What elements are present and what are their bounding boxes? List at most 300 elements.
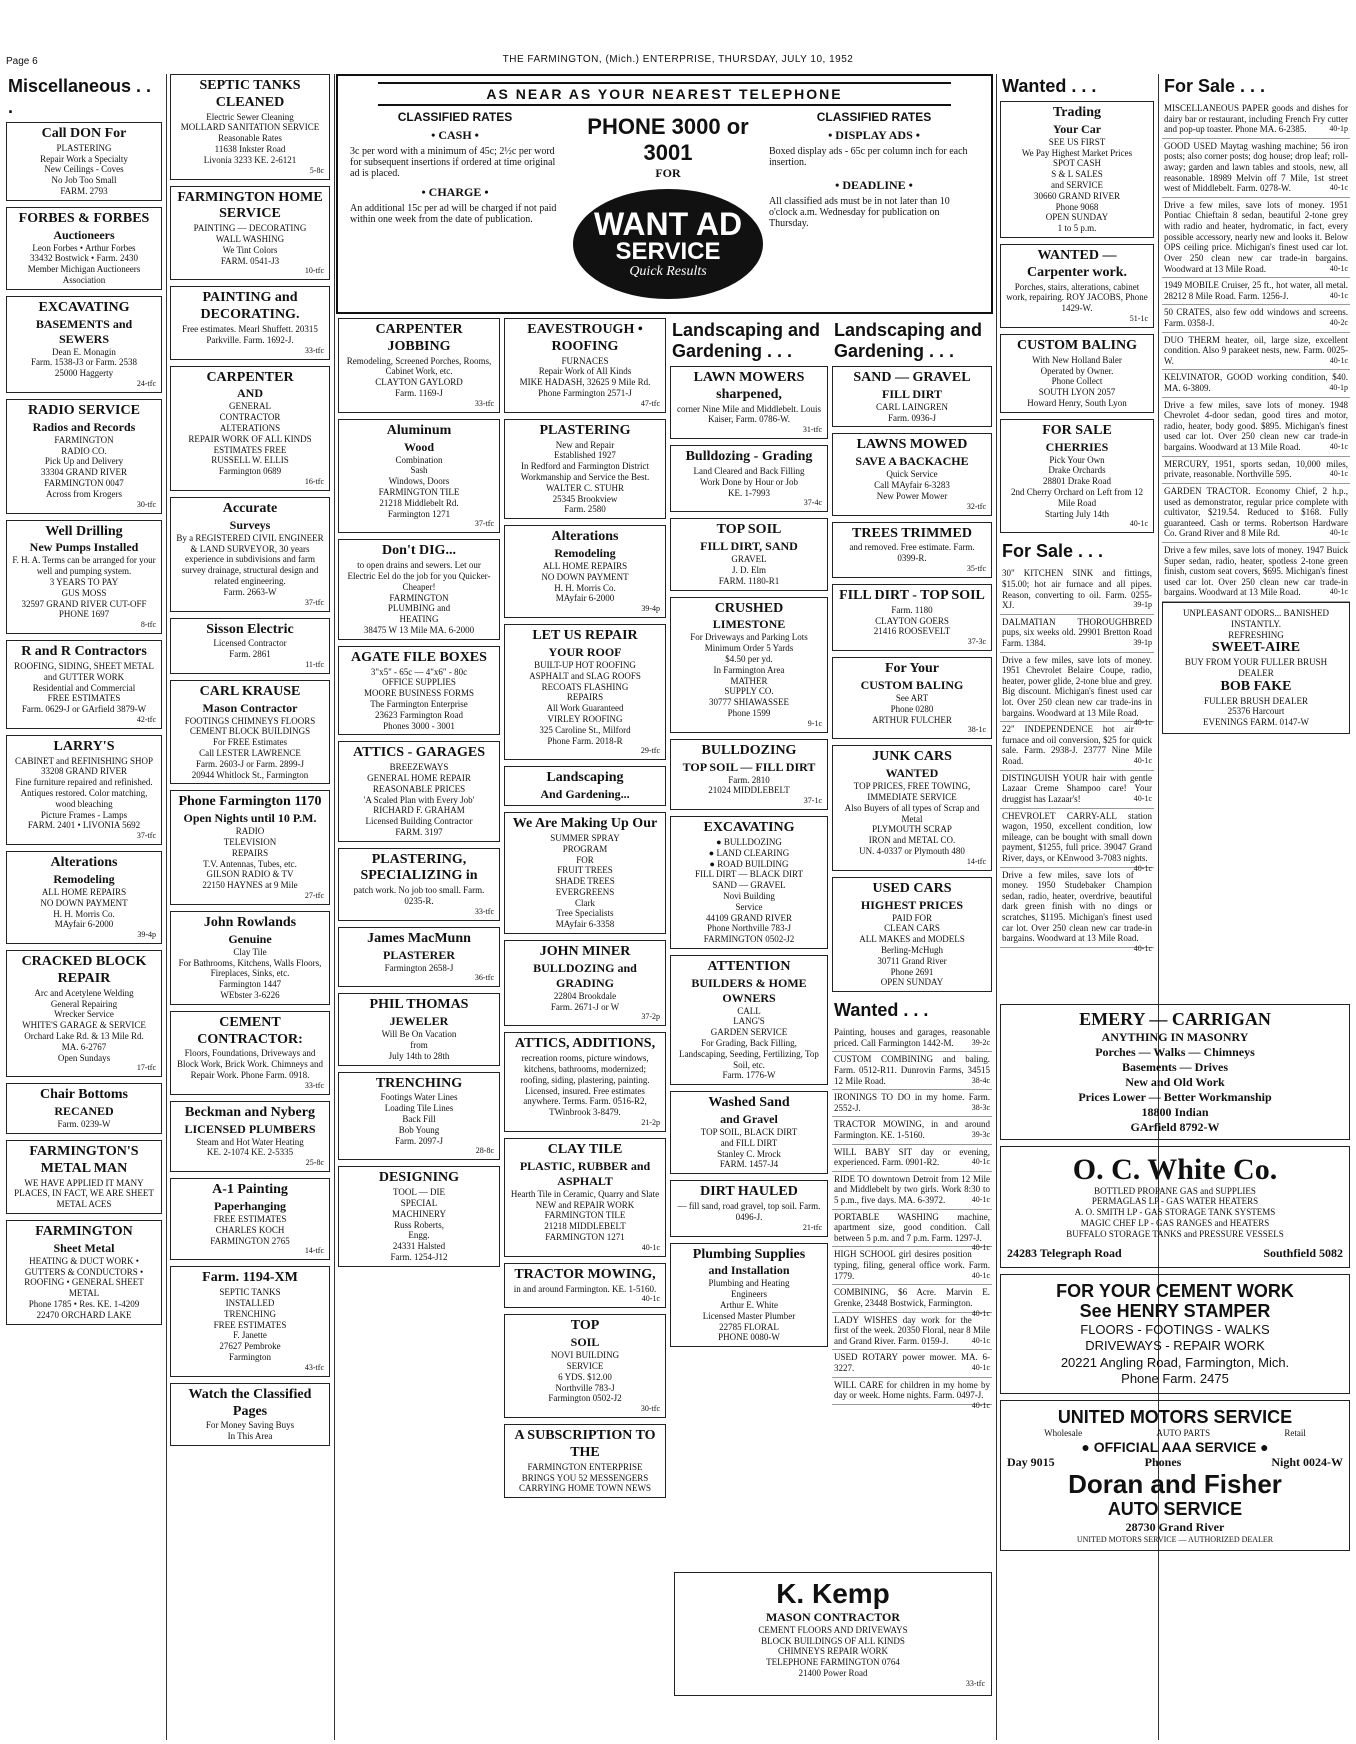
classified-code: 40-1c [1329, 528, 1348, 538]
classified-ad [1162, 370, 1350, 397]
ad-line: Farm. 1169-J [395, 387, 443, 398]
ad-line: MAyfair 6-3358 [555, 919, 615, 930]
ad-code: 37-1c [803, 796, 822, 806]
ad-line: RICHARD F. GRAHAM [373, 805, 465, 816]
display-ad [504, 1424, 666, 1498]
display-ad [670, 1091, 828, 1174]
fuller-product: SWEET-AIRE [1211, 640, 1301, 656]
ad-line: PLUMBING and [387, 603, 451, 614]
ad-code: 37-3c [967, 637, 986, 647]
ad-line: 23623 Farmington Road [375, 709, 463, 720]
oc-white-ad [1000, 1146, 1350, 1268]
ad-line: For FREE Estimates [213, 737, 287, 748]
classified-rates-left [350, 110, 560, 225]
ad-line: 21218 Middlebelt Rd. [379, 497, 459, 508]
ad-line: NOVI BUILDING [550, 1350, 620, 1361]
ad-line: ESTIMATES FREE [213, 444, 287, 455]
ad-line: Combination [395, 454, 443, 465]
ad-line: Farmington 0502-J2 [548, 1393, 622, 1404]
ad-line: Farmington 2658-J [384, 962, 454, 973]
ad-subtitle: LICENSED PLUMBERS [184, 1121, 316, 1136]
ad-line: MAyfair 6-2000 [555, 593, 615, 604]
classified-ad [832, 1247, 992, 1285]
ad-subtitle: SAVE A BACKACHE [855, 454, 969, 469]
display-ad [504, 812, 666, 934]
ad-line: REASONABLE PRICES [372, 783, 466, 794]
classified-code: 40-1p [1329, 124, 1348, 134]
display-ad [832, 657, 992, 739]
ad-line: Phone 1785 • Res. KE. 1-4209 [28, 1298, 140, 1309]
classified-ad [1162, 543, 1350, 602]
display-ad [338, 1166, 500, 1266]
ad-line: Leon Forbes • Arthur Forbes [32, 242, 136, 253]
ad-line: 21024 MIDDLEBELT [708, 785, 790, 796]
ad-code: 30-tfc [136, 499, 156, 509]
display-ad [670, 518, 828, 590]
ad-title: BULLDOZING [701, 742, 797, 758]
display-ad [170, 680, 330, 785]
ad-line: RECOATS FLASHING [541, 681, 629, 692]
ad-line: Farm. 0936-J [888, 412, 936, 423]
ad-line: FURNACES [561, 355, 609, 366]
ad-line: SERVICE [566, 1361, 604, 1372]
display-ad [670, 955, 828, 1085]
display-ad [338, 927, 500, 988]
ad-line: HEATING & DUCT WORK • GUTTERS & CONDUCTORS • ROOFING • GENERAL SHEET METAL [24, 1255, 144, 1299]
ad-line: recreation rooms, picture windows, kitchens, bathrooms, modernized; roofing, siding, plastering, painting. Licensed, insured. Free estimates anywhere. Terms. Farm. 0516-R2, TWinbrook 3-8479. [520, 1053, 650, 1118]
ad-line: Pick Your Own [1049, 454, 1105, 465]
display-ad [832, 433, 992, 515]
display-ad [1000, 419, 1154, 534]
ad-line: LANG'S [733, 1016, 765, 1027]
ad-code: 14-tfc [966, 856, 986, 866]
ad-line: GILSON RADIO & TV [206, 869, 294, 880]
section-heading: For Sale . . . [1164, 76, 1266, 96]
ad-line: FARM. 1457-J4 [719, 1159, 779, 1170]
classified-text: DUO THERM heater, oil, large size, excellent condition. Also 9 parakeet nests, new. Farm. 0025-W. [1164, 334, 1348, 366]
ad-line: Fine furniture repaired and refinished. Antiques restored. Color matching, wood bleaching [15, 777, 153, 809]
ad-line: RADIO CO. [61, 445, 107, 456]
ad-line: Licensed Master Plumber [702, 1310, 796, 1321]
ad-line: CLAYTON GAYLORD [375, 377, 463, 388]
ad-line: Repair Work of All Kinds [538, 366, 632, 377]
ad-line: SAND — GRAVEL [712, 880, 786, 891]
ad-line: 28801 Drake Road [1043, 476, 1111, 487]
classified-ad [1000, 809, 1154, 873]
ad-line: FREE ESTIMATES [213, 1214, 287, 1224]
ad-line: Minimum Order 5 Yards [704, 643, 794, 654]
ad-line: MATHER [730, 675, 768, 686]
ad-title: FARMINGTON [35, 1224, 133, 1239]
ad-line: Arc and Acetylene Welding [34, 987, 134, 998]
ad-line: Phone Farm. 2475 [1121, 1370, 1229, 1386]
united-parts: AUTO PARTS [1156, 1427, 1211, 1438]
classified-ad [1000, 566, 1154, 614]
ad-title: John Rowlands [203, 915, 297, 931]
ad-line: PERMAGLAS LP - GAS WATER HEATERS [1091, 1196, 1259, 1207]
ad-subtitle: and Gravel [720, 1112, 778, 1127]
ad-line: and removed. Free estimate. Farm. 0399-R. [849, 542, 975, 564]
ad-line: 30660 GRAND RIVER [1033, 190, 1120, 201]
ad-line: Basements — Drives [1122, 1059, 1228, 1074]
ad-subtitle: YOUR ROOF [548, 644, 622, 659]
display-ad [670, 739, 828, 810]
classified-ad [832, 1025, 992, 1052]
united-phones [1007, 1455, 1343, 1470]
ad-line: CEMENT BLOCK BUILDINGS [189, 726, 311, 737]
classified-text: LADY WISHES day work for the first of the week. 20350 Floral, near 8 Mile and Grand River. Farm. 0159-J. [834, 1314, 990, 1346]
ad-code: 24-tfc [136, 378, 156, 388]
ad-line: VIRLEY ROOFING [547, 713, 623, 724]
ad-line: 325 Caroline St., Milford [539, 724, 631, 735]
deadline-text: All classified ads must be in not later than 10 o'clock a.m. Wednesday for publication on Thursday. [769, 196, 950, 229]
column-landscaping-2 [832, 318, 992, 1742]
ad-code: 28-8c [475, 1146, 494, 1156]
classified-code: 40-1c [971, 1157, 990, 1167]
ad-line: Loading Tile Lines [384, 1103, 454, 1114]
display-ad [6, 950, 162, 1077]
ad-line: — fill sand, road gravel, top soil. Farm. 0496-J. [677, 1201, 821, 1222]
ad-title: ATTICS - GARAGES [353, 745, 485, 761]
classified-ad [1000, 868, 1154, 953]
ad-code: 30-tfc [640, 1404, 660, 1414]
ad-line: Hearth Tile in Ceramic, Quarry and Slate [510, 1188, 660, 1199]
ad-line: PLYMOUTH SCRAP [872, 824, 952, 835]
ad-title: EAVESTROUGH • ROOFING [527, 322, 643, 354]
ad-line: FARM. 1180-R1 [718, 575, 780, 586]
ad-line: With New Holland Baler [1032, 354, 1122, 365]
classified-ad [832, 1313, 992, 1351]
ad-line: ARTHUR FULCHER [872, 714, 952, 725]
classified-code: 40-1c [1133, 793, 1152, 803]
display-ad [670, 445, 828, 512]
ad-line: 38475 W 13 Mile MA. 6-2000 [363, 624, 475, 635]
classified-code: 40-1c [1133, 718, 1152, 728]
ad-code: 40-1c [641, 1294, 660, 1304]
ad-line: 33208 GRAND RIVER [40, 766, 127, 777]
column-rule [334, 74, 335, 1740]
ad-line: Licensed Contractor [213, 638, 287, 649]
ad-title: PHIL THOMAS [369, 997, 469, 1013]
classified-text: Drive a few miles, save lots of money. 1951 Pontiac Chieftain 8 sedan, beautiful 2-tone grey with radio and heater, hydromatic, in fact, every possible accessory, nearly new and looks it. Below OPS ceiling price. Michigan's finest used car lot. Over 250 clean new car trade-in bargains. Woodward at 13 Mile Road. [1164, 199, 1348, 274]
display-ad [1000, 244, 1154, 328]
ad-line: MA. 6-2767 [61, 1041, 107, 1052]
classified-text: MISCELLANEOUS PAPER goods and dishes for dairy bar or restaurant, including French Fry cutter and pop-up toaster. Phone MA. 6-2385. [1164, 103, 1348, 135]
ad-line: GArfield 8792-W [1130, 1119, 1220, 1134]
ad-title: A-1 Painting [212, 1182, 288, 1198]
ad-line: Farmington 0689 [218, 466, 282, 477]
ad-line: H. H. Morris Co. [554, 582, 616, 593]
classified-ad [1162, 198, 1350, 278]
henry-stamper-ad [1000, 1274, 1350, 1394]
display-ad [504, 318, 666, 413]
ad-line: Farm. 2097-J [395, 1135, 443, 1146]
ad-line: 21218 MIDDLEBELT [544, 1221, 626, 1232]
column-miscellaneous [6, 74, 162, 1742]
ad-line: FARM. 0541-J3 [220, 255, 280, 266]
classified-code: 40-1c [1329, 469, 1348, 479]
display-ad [6, 735, 162, 845]
classified-code: 40-1c [1329, 587, 1348, 597]
ad-line: and SERVICE [1050, 179, 1104, 190]
ad-title: Alterations [50, 855, 118, 871]
ad-title: LAWN MOWERS sharpened, [693, 370, 805, 402]
ad-line: Steam and Hot Water Heating [196, 1136, 304, 1147]
ad-subtitle: Remodeling [53, 872, 115, 887]
ad-title: USED CARS [872, 880, 952, 896]
ad-line: GENERAL [229, 401, 271, 412]
ad-line: ● LAND CLEARING [708, 847, 790, 858]
display-ad [338, 419, 500, 534]
ad-line: Engineers [731, 1289, 767, 1300]
ad-subtitle: SOIL [570, 1335, 600, 1350]
ad-title: Watch the Classified Pages [188, 1386, 312, 1419]
ad-line: Porches — Walks — Chimneys [1095, 1044, 1255, 1059]
display-ad [170, 497, 330, 612]
ad-line: Bob Young [398, 1124, 440, 1135]
ad-code: 37-tfc [304, 597, 324, 607]
ad-code: 11-tfc [305, 659, 324, 669]
ad-title: UNITED MOTORS SERVICE [1057, 1407, 1293, 1428]
ad-line: Farm. 2810 [728, 774, 770, 785]
ad-subtitle: Auctioneers [53, 227, 115, 242]
ad-code: 29-tfc [640, 746, 660, 756]
ad-line: SEE US FIRST [1048, 136, 1106, 147]
ad-line: PAINTING — DECORATING [193, 223, 307, 234]
ad-code: 47-tfc [640, 398, 660, 408]
ad-line: In Redford and Farmington District [521, 461, 649, 472]
display-ad [670, 1180, 828, 1236]
display-ad [670, 366, 828, 439]
want-ad-burst [573, 189, 763, 299]
ad-line: 27627 Pembroke [219, 1341, 281, 1352]
ad-line: Reasonable Rates [218, 133, 282, 144]
ad-line: 44109 GRAND RIVER [705, 912, 792, 923]
classified-ad [832, 1172, 992, 1210]
display-ad [338, 993, 500, 1065]
ad-title: JUNK CARS [872, 749, 952, 765]
ad-subtitle: WANTED [885, 766, 939, 781]
ad-line: SUMMER SPRAY [550, 832, 620, 843]
ad-line: INSTALLED [225, 1297, 275, 1308]
ad-line: CARL LAINGREN [876, 401, 948, 412]
display-ad [170, 911, 330, 1005]
ad-subtitle: and Installation [708, 1263, 790, 1278]
ad-title: SEPTIC TANKS CLEANED [199, 78, 301, 110]
ad-line: FARM. 3197 [395, 826, 443, 837]
ad-line: FLOORS - FOOTINGS - WALKS [1080, 1322, 1270, 1338]
united-aaa: ● OFFICIAL AAA SERVICE ● [1081, 1438, 1269, 1455]
ad-subtitle: PLASTERER [382, 947, 456, 962]
column-2 [170, 74, 330, 1742]
ad-line: GRAVEL [731, 554, 767, 565]
display-ad [338, 539, 500, 639]
classified-ad [832, 1145, 992, 1172]
ad-subtitle: Remodeling [554, 545, 616, 560]
ad-subtitle: FILL DIRT, SAND [700, 539, 798, 554]
ad-line: FARM. 2793 [60, 185, 108, 196]
ad-line: ANYTHING IN MASONRY [1101, 1029, 1249, 1044]
classified-code: 40-2c [1329, 317, 1348, 327]
united-retail: Retail [1284, 1427, 1306, 1438]
ad-line: UN. 4-0337 or Plymouth 480 [859, 845, 965, 856]
classified-ad [1162, 101, 1350, 139]
display-ad [504, 940, 666, 1026]
ad-line: SUPPLY CO. [724, 686, 774, 697]
display-ad [338, 646, 500, 736]
ad-title: We Are Making Up Our [512, 816, 658, 832]
united-doran: Doran and Fisher [1068, 1469, 1282, 1500]
classified-ad [1162, 333, 1350, 371]
fuller-buy: BUY FROM YOUR FULLER BRUSH DEALER [1184, 657, 1328, 678]
ad-title: Farm. 1194-XM [202, 1270, 298, 1286]
ad-line: Farm. 2663-W [223, 586, 277, 597]
ad-line: S & L SALES [1051, 169, 1103, 180]
classified-text: RIDE TO downtown Detroit from 12 Mile and Middlebelt by two girls. Work 8:30 to 5 p.m., five days. MA. 6-3972. [834, 1173, 990, 1206]
ad-line: Stanley C. Mrock [717, 1148, 781, 1159]
ad-line: CARRYING HOME TOWN NEWS [519, 1483, 651, 1494]
classified-ad [832, 1378, 992, 1410]
ad-subtitle: BULLDOZING and GRADING [533, 960, 637, 990]
ad-code: 40-1c [641, 1242, 660, 1252]
classified-text: MERCURY, 1951, sports sedan, 10,000 miles, private, reasonable. Northville 595. [1164, 458, 1348, 480]
ad-line: CALL [737, 1005, 761, 1016]
classified-text: DALMATIAN THOROUGHBRED pups, six weeks old. 29901 Bretton Road Farm. 1384. [1002, 616, 1152, 648]
classified-code: 40-1c [1329, 355, 1348, 365]
ad-title: CUSTOM BALING [1017, 337, 1137, 353]
ad-code: 36-tfc [474, 973, 494, 983]
ad-title: CARPENTER JOBBING [375, 322, 463, 354]
ad-line: Phone 1599 [727, 707, 771, 718]
display-ad [170, 366, 330, 491]
display-ad [832, 877, 992, 992]
ad-title: FARMINGTON HOME SERVICE [177, 189, 323, 222]
ad-line: PAID FOR [892, 912, 932, 923]
ad-title: FOR YOUR CEMENT WORK [1056, 1280, 1294, 1301]
ad-line: $4.50 per yd. [725, 653, 773, 664]
ad-line: Berling-McHugh [881, 944, 943, 955]
ad-subtitle: AND [237, 386, 263, 401]
ad-line: Service [735, 901, 763, 912]
ad-title: TOP SOIL [716, 522, 782, 538]
classified-ad [1162, 398, 1350, 457]
ad-line: See ART [895, 692, 929, 703]
ad-code: 33-tfc [304, 345, 324, 355]
ad-line: ALL MAKES and MODELS [859, 934, 965, 945]
display-ad [6, 640, 162, 729]
ad-subtitle: JEWELER [389, 1014, 449, 1029]
display-ad [170, 790, 330, 905]
ad-line: 22150 HAYNES at 9 Mile [202, 880, 298, 891]
ad-line: T.V. Antennas, Tubes, etc. [203, 858, 297, 869]
ad-subtitle: Open Nights until 10 P.M. [183, 811, 317, 826]
ad-code: 51-1c [1129, 313, 1148, 323]
ad-code: 33-tfc [474, 906, 494, 916]
ad-title: O. C. White Co. [1072, 1152, 1278, 1186]
united-motors-ad [1000, 1400, 1350, 1551]
classified-text: 30" KITCHEN SINK and fittings, $15.00; hot air furnace and all pipes. Reason, converting to oil. Farm. 0255-XJ. [1002, 568, 1152, 611]
ad-line: in and around Farmington. KE. 1-5160. [513, 1283, 657, 1294]
ad-line: No Job Too Small [51, 175, 117, 186]
ad-line: General Repairing [50, 998, 118, 1009]
ad-title: AGATE FILE BOXES [351, 649, 487, 665]
section-heading: Wanted . . . [834, 1000, 929, 1021]
ad-line: MIKE HADASH, 32625 9 Mile Rd. [519, 377, 651, 388]
fuller-title: FULLER BRUSH DEALER [1203, 695, 1308, 706]
ad-line: 11638 Inkster Road [214, 143, 286, 154]
display-ad [6, 122, 162, 201]
ad-line: REPAIRS [231, 847, 269, 858]
display-ad [338, 848, 500, 921]
ad-line: PROGRAM [562, 843, 608, 854]
display-ad [170, 74, 330, 180]
ad-line: to open drains and sewers. Let our Electric Eel do the job for you Quicker-Cheaper! [347, 560, 491, 592]
ad-line: Farmington 1447 [218, 979, 282, 990]
classified-code: 39-1p [1133, 600, 1152, 610]
display-ad [170, 1101, 330, 1172]
ad-title: Well Drilling [45, 523, 123, 539]
ad-title: Bulldozing - Grading [685, 449, 813, 465]
ad-line: CABINET and REFINISHING SHOP [14, 755, 154, 766]
ad-title: CRUSHED [714, 600, 784, 616]
ad-line: FARM. 2401 • LIVONIA 5692 [27, 820, 141, 831]
ad-line: SEPTIC TANKS [219, 1287, 281, 1298]
ad-line: Phone Farm. 2018-R [547, 735, 623, 746]
classified-ad [832, 1210, 992, 1253]
masthead: THE FARMINGTON, (Mich.) ENTERPRISE, THURSDAY, JULY 10, 1952 [502, 54, 854, 65]
united-row [1007, 1428, 1343, 1439]
fuller-caption: UNPLEASANT ODORS... BANISHED INSTANTLY. [1182, 607, 1330, 629]
ad-line: RADIO [235, 826, 265, 837]
ad-line: WALTER C. STUHR [546, 482, 624, 493]
ad-title: Sisson Electric [206, 621, 294, 637]
ad-line: Farm. 1538-J3 or Farm. 2538 [31, 357, 137, 368]
ad-line: Established 1927 [554, 450, 616, 461]
display-ad [338, 318, 500, 413]
wide-display-ads [1000, 1004, 1350, 1557]
classified-text: KELVINATOR, GOOD working condition, $40. MA. 6-3809. [1164, 372, 1348, 394]
ad-line: ALTERATIONS [219, 422, 281, 433]
ad-line: 33432 Bostwick • Farm. 2430 [30, 253, 138, 264]
ad-line: 20221 Angling Road, Farmington, Mich. [1060, 1354, 1290, 1370]
fuller-addr: 25376 Harcourt [1227, 706, 1285, 717]
fuller-brush-ad [1162, 602, 1350, 734]
ad-line: The Farmington Enterprise [370, 698, 468, 709]
ad-line: patch work. No job too small. Farm. 0235-R. [353, 885, 485, 907]
ad-title: TOP [570, 1318, 600, 1334]
ad-line: Farmington [229, 1351, 271, 1362]
classified-ad [1000, 722, 1154, 770]
ad-line: SOUTH LYON 2057 [1038, 387, 1116, 398]
ad-subtitle: HIGHEST PRICES [860, 897, 964, 912]
ad-line: WEbster 3-6226 [220, 990, 280, 1001]
ad-code: 33-tfc [304, 1080, 324, 1090]
section-heading: For Sale . . . [1002, 541, 1104, 562]
classified-code: 40-1c [1329, 442, 1348, 452]
ad-title: EXCAVATING [38, 299, 130, 315]
section-heading: Miscellaneous . . . [8, 76, 152, 117]
ad-line: TELEVISION [223, 837, 277, 848]
display-ad [170, 618, 330, 674]
classified-code: 40-1p [1329, 383, 1348, 393]
ad-code: 37-tfc [474, 519, 494, 529]
classified-ad [1162, 278, 1350, 305]
column-4 [504, 318, 666, 1742]
ad-subtitle: Wood [403, 439, 434, 454]
classified-code: 40-1c [971, 1243, 990, 1253]
united-phones-label: Phones [1144, 1455, 1182, 1470]
classified-text: 1949 MOBILE Cruiser, 25 ft., hot water, all metal. 28212 8 Mile Road. Farm. 1256-J. [1164, 280, 1348, 301]
